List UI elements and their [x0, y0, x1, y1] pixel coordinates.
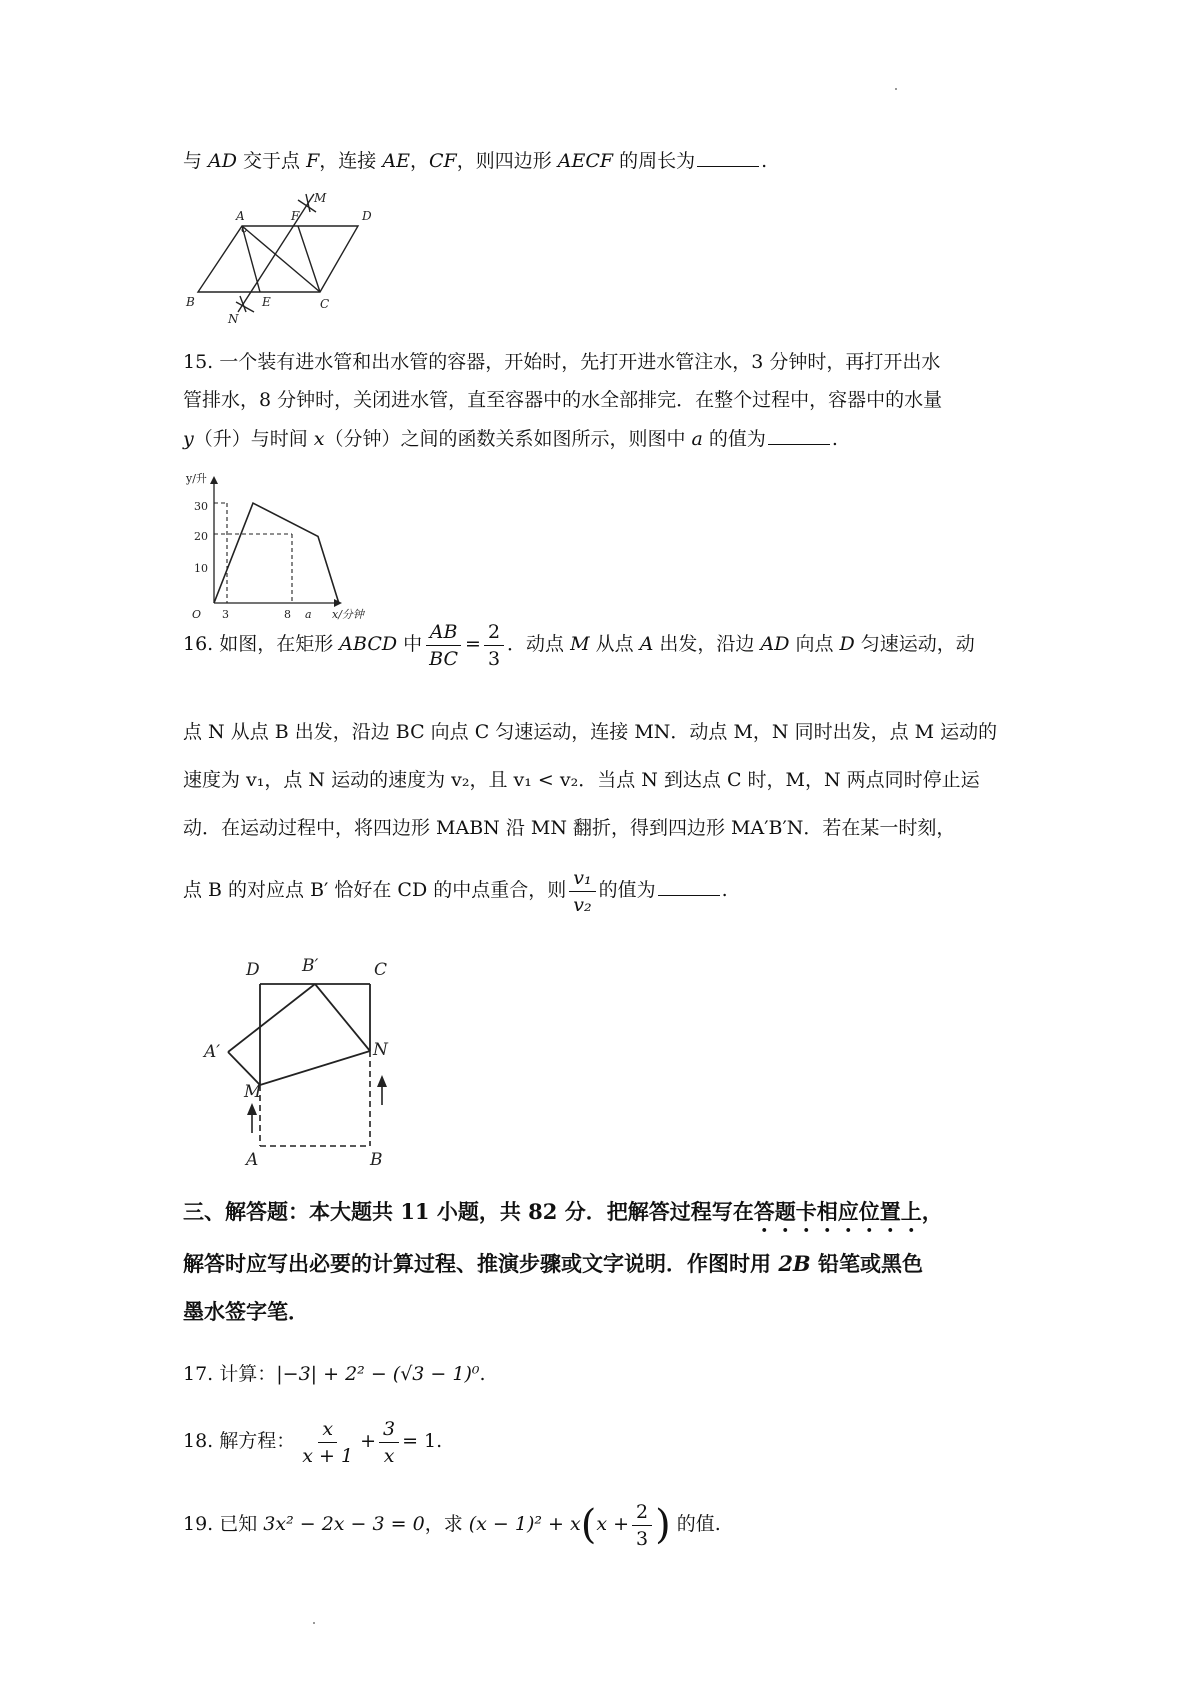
math-ad: AD [760, 633, 790, 655]
text: ，求 [424, 1513, 469, 1535]
text: 向点 [789, 633, 840, 655]
label-a: A [236, 209, 245, 223]
y-tick-10: 10 [194, 562, 208, 575]
math-x: x [313, 428, 325, 450]
arc-m-2 [306, 194, 310, 212]
numerator: 3 [379, 1416, 399, 1443]
figure-16-rectangle [190, 955, 430, 1185]
text: ， [921, 1199, 943, 1224]
question-label: 18. 解方程： [183, 1430, 296, 1452]
segment-b-prime-n [315, 984, 370, 1051]
y-tick-30: 30 [194, 500, 208, 513]
text: 82 [528, 1199, 558, 1224]
text: 分．把解答过程写在 [557, 1199, 754, 1224]
q14-question-line [183, 146, 767, 175]
label-d: D [362, 209, 372, 223]
label-a-prime: A′ [204, 1042, 221, 1062]
numerator: v₁ [569, 865, 595, 892]
math-d: D [839, 633, 855, 655]
label-m: M [314, 191, 327, 205]
scan-speck [895, 88, 897, 90]
q19-line [183, 1496, 721, 1553]
text: 匀速运动，动 [854, 633, 975, 655]
scan-speck [313, 1622, 315, 1624]
x-axis-label: x/分钟 [332, 608, 364, 621]
label-d: D [246, 960, 260, 980]
text: 解答时应写出必要的计算过程、推演步骤或文字说明．作图时用 [183, 1251, 779, 1276]
q16-line-3: 速度为 v₁，点 N 运动的速度为 v₂，且 v₁ < v₂．当点 N 到达点 C 时，M，N 两点同时停止运 [183, 769, 980, 791]
math-aecf: AECF [557, 150, 614, 172]
math-ad: AD [208, 150, 238, 172]
math-a: a [691, 428, 703, 450]
label-b-prime: B′ [302, 956, 319, 976]
label-n: N [373, 1040, 388, 1060]
text: 铅笔或黑色 [810, 1251, 923, 1276]
fraction-x-over-x-plus-1 [298, 1416, 357, 1469]
fraction-2-over-3 [632, 1499, 652, 1552]
denominator: BC [429, 647, 459, 670]
text: . [479, 1363, 486, 1385]
question-label: 19. 已知 [183, 1513, 264, 1535]
math-m: M [570, 633, 590, 655]
denominator: x [383, 1444, 395, 1467]
numerator: 2 [632, 1499, 652, 1526]
label-c: C [374, 960, 388, 980]
y-axis-arrow [210, 476, 218, 484]
section-3-line-3: 墨水签字笔． [183, 1299, 309, 1324]
math-expression: 3x² − 2x − 3 = 0 [263, 1513, 425, 1535]
denominator: 3 [636, 1527, 649, 1550]
text: 与 [183, 150, 209, 172]
text: 交于点 [237, 150, 307, 172]
y-axis-label: y/升 [186, 472, 207, 485]
figure-15-graph [180, 470, 400, 630]
x-tick-8: 8 [284, 608, 291, 621]
q15-line-1: 15. 一个装有进水管和出水管的容器，开始时，先打开进水管注水，3 分钟时，再打开出水 [183, 351, 941, 373]
denominator: v₂ [573, 893, 592, 916]
segment-mn [260, 1051, 370, 1085]
answer-blank [658, 875, 720, 896]
math-cf: CF [428, 150, 457, 172]
fraction-ab-over-bc [425, 619, 462, 672]
text: 小题，共 [429, 1199, 529, 1224]
math-expression: x + [596, 1513, 630, 1535]
figure-14-parallelogram [180, 190, 420, 340]
text: 的值为 [598, 879, 656, 901]
q16-line-5 [183, 862, 728, 918]
text: 2B [778, 1251, 811, 1276]
label-n: N [228, 312, 239, 326]
denominator: 3 [487, 647, 501, 670]
label-a: A [246, 1150, 259, 1170]
series-line-water-volume [214, 503, 339, 603]
paren-close: ) [655, 1502, 671, 1548]
text: . [436, 1430, 443, 1452]
origin-label: O [192, 608, 202, 621]
q16-line-2: 点 N 从点 B 出发，沿边 BC 向点 C 匀速运动，连接 MN．动点 M，N 同时出发，点 M 运动的 [183, 721, 998, 743]
text: 出发，沿边 [653, 633, 761, 655]
fraction-v1-over-v2 [569, 865, 595, 918]
equals-sign: = [465, 633, 481, 655]
emphasized-text: 答题卡相应位置上 [753, 1199, 922, 1224]
segment-ma-prime [228, 1052, 260, 1085]
text: 从点 [589, 633, 640, 655]
question-label: 17. 计算： [183, 1363, 277, 1385]
math-expression: (x − 1)² + x [468, 1513, 581, 1535]
text: 中 [397, 633, 423, 655]
numerator: 2 [484, 619, 504, 646]
text: ．动点 [507, 633, 571, 655]
text: . [761, 150, 768, 172]
paren-open: ( [580, 1502, 597, 1548]
label-e: E [262, 295, 271, 309]
math-abcd: ABCD [339, 633, 398, 655]
text: 点 B 的对应点 B′ 恰好在 CD 的中点重合，则 [183, 879, 567, 901]
answer-blank [768, 424, 830, 445]
section-3-line-2 [183, 1250, 923, 1278]
numerator: AB [426, 619, 462, 646]
math-expression: |−3| + 2² − (√3 − 1)⁰ [276, 1363, 480, 1385]
math-y: y [183, 428, 194, 450]
text: ， [409, 150, 429, 172]
denominator: x + 1 [302, 1444, 354, 1467]
label-b: B [370, 1150, 383, 1170]
y-tick-20: 20 [194, 530, 208, 543]
arrow-m-head [247, 1103, 257, 1115]
q16-line-1 [183, 616, 975, 672]
math-f: F [306, 150, 320, 172]
math-a: A [639, 633, 654, 655]
text: 的值. [670, 1513, 721, 1535]
label-b: B [186, 295, 195, 309]
text: ，则四边形 [456, 150, 558, 172]
q15-line-2: 管排水，8 分钟时，关闭进水管，直至容器中的水全部排完．在整个过程中，容器中的水量 [183, 389, 943, 411]
text: 的值为 [702, 428, 766, 450]
label-m: M [244, 1082, 262, 1102]
q17-line [183, 1360, 486, 1388]
text: 16. 如图，在矩形 [183, 633, 340, 655]
parallelogram-abcd [198, 226, 358, 292]
plus-sign: + [360, 1430, 376, 1452]
answer-blank [697, 146, 759, 167]
section-3-line-1 [183, 1198, 943, 1237]
x-tick-a: a [305, 608, 312, 621]
text: ，连接 [319, 150, 383, 172]
text: = 1 [402, 1430, 437, 1452]
math-ae: AE [382, 150, 410, 172]
arrow-n-head [377, 1075, 387, 1087]
text: . [831, 428, 838, 450]
label-c: C [320, 297, 330, 311]
q18-line [183, 1413, 442, 1469]
text: （分钟）之间的函数关系如图所示，则图中 [324, 428, 692, 450]
fraction-2-over-3 [484, 619, 504, 672]
q15-line-3 [183, 424, 838, 453]
text: （升）与时间 [193, 428, 314, 450]
fraction-3-over-x [379, 1416, 399, 1469]
numerator: x [318, 1416, 337, 1443]
text: 三、解答题：本大题共 [183, 1199, 401, 1224]
segment-a-prime-b-prime [228, 984, 315, 1052]
text: . [721, 879, 728, 901]
text: 11 [400, 1199, 430, 1224]
text: 的周长为 [613, 150, 696, 172]
q16-line-4: 动．在运动过程中，将四边形 MABN 沿 MN 翻折，得到四边形 MA′B′N．若在某一时刻， [183, 817, 956, 839]
label-f: F [291, 209, 300, 223]
x-tick-3: 3 [222, 608, 229, 621]
